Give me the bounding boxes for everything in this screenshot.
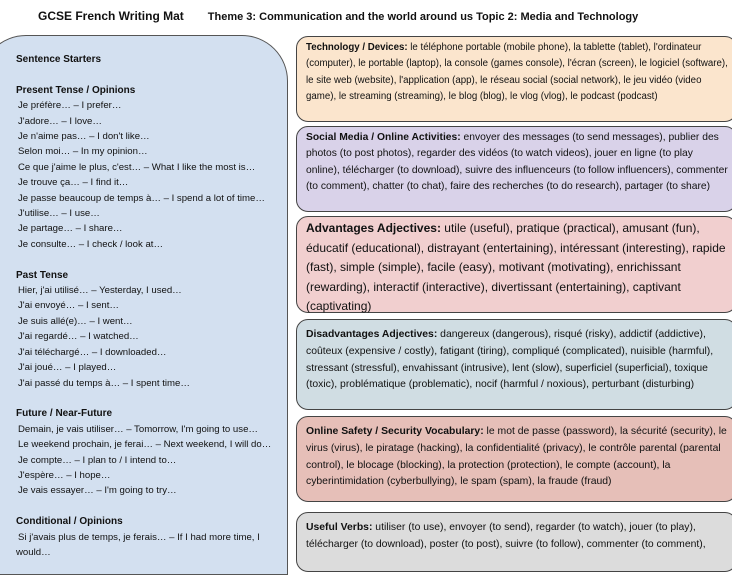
starter-item: J'ai envoyé… – I sent… [18, 300, 120, 312]
vocab-box-text: utile (useful), pratique (practical), amusant (fun), éducatif (educational), distrayant (entertaining), intéressant (interesting), rapide (fast), simple (simple), facile (easy), motivant (motivating), enrichissant (rewarding), interactif (interactive), divertissant (entertaining), captivant (captivating) [306, 221, 726, 313]
section-heading-present: Present Tense / Opinions [16, 84, 136, 96]
starter-item: Je suis allé(e)… – I went… [18, 315, 133, 327]
vocab-box-useful-verbs [296, 512, 732, 572]
section-heading-past: Past Tense [16, 269, 69, 281]
vocab-box-text: envoyer des messages (to send messages), publier des photos (to post photos), regarder des vidéos (to watch videos), jouer en ligne (to play online), télécharger (to download), suivre des influenceurs (to follow influencers), commenter (to comment), chatter (to chat), faire des recherches (to do research), partager (to share) [306, 132, 728, 193]
vocab-box-text: le mot de passe (password), la sécurité (security), le virus (virus), le piratage (hacking), la confidentialité (privacy), le contrôle parental (parental control), le blocage (blocking), la protection (protection), le compte (account), la cyberintimidation (cyberbullying), le spam (spam), la fraude (fraud) [306, 426, 727, 488]
sentence-starters-content [16, 52, 288, 560]
starter-item: J'ai passé du temps à… – I spent time… [18, 377, 190, 389]
page-title: GCSE French Writing Mat [38, 9, 184, 23]
starter-item: Demain, je vais utiliser… – Tomorrow, I'm going to use… [18, 423, 258, 435]
starter-item: J'adore… – I love… [18, 115, 102, 127]
sentence-starters-title: Sentence Starters [16, 54, 102, 65]
starter-item: Je partage… – I share… [18, 223, 123, 235]
starter-item: J'espère… – I hope… [18, 469, 111, 481]
starter-item: Ce que j'aime le plus, c'est… – What I like the most is… [18, 161, 256, 173]
vocab-box-social-media [296, 126, 732, 212]
starter-item: J'ai joué… – I played… [18, 362, 117, 374]
starter-item: J'ai regardé… – I watched… [18, 331, 139, 343]
vocab-box-disadvantages [296, 319, 732, 410]
vocab-box-online-safety [296, 416, 732, 502]
vocab-box-technology [296, 36, 732, 122]
starter-item: Je vais essayer… – I'm going to try… [18, 485, 177, 497]
starter-item: Hier, j'ai utilisé… – Yesterday, I used… [18, 285, 182, 297]
starter-item: Le weekend prochain, je ferai… – Next weekend, I will do… [18, 439, 272, 451]
starter-item: Je consulte… – I check / look at… [18, 238, 164, 250]
starter-item: Je passe beaucoup de temps à… – I spend a lot of time… [18, 192, 265, 204]
starter-item: Selon moi… – In my opinion… [18, 146, 148, 158]
vocab-box-text: utiliser (to use), envoyer (to send), regarder (to watch), jouer (to play), télécharger (to download), poster (to post), suivre (to follow), commenter (to comment), [306, 522, 706, 550]
starter-item: Si j'avais plus de temps, je ferais… – If I had more time, I would… [16, 531, 260, 558]
vocab-box-label: Online Safety / Security Vocabulary: [306, 426, 484, 437]
starter-item: J'ai téléchargé… – I downloaded… [18, 346, 167, 358]
page-subtitle: Theme 3: Communication and the world around us Topic 2: Media and Technology [207, 11, 639, 23]
starter-item: J'utilise… – I use… [18, 208, 100, 220]
vocab-box-label: Social Media / Online Activities: [306, 132, 461, 143]
vocab-box-label: Technology / Devices: [306, 42, 408, 53]
starter-item: Je compte… – I plan to / I intend to… [18, 454, 177, 466]
vocab-box-label: Advantages Adjectives: [306, 221, 441, 235]
section-heading-conditional: Conditional / Opinions [16, 516, 123, 528]
vocab-box-label: Disadvantages Adjectives: [306, 329, 438, 340]
section-heading-future: Future / Near-Future [16, 408, 113, 420]
starter-item: Je n'aime pas… – I don't like… [18, 131, 150, 143]
vocab-box-text: le téléphone portable (mobile phone), la tablette (tablet), l'ordinateur (computer), le portable (laptop), la console (games console), l'écran (screen), le logiciel (software), le site web (website), l'application (app), le réseau social (social network), le jeu vidéo (video game), le streaming (streaming), le blog (blog), le vlog (vlog), le podcast (podcast) [306, 42, 728, 102]
page-header [38, 9, 638, 27]
starter-item: Je trouve ça… – I find it… [18, 177, 129, 189]
vocab-box-advantages [296, 216, 732, 313]
vocab-box-text: dangereux (dangerous), risqué (risky), addictif (addictive), coûteux (expensive / costly), fatigant (tiring), compliqué (complicated), nuisible (harmful), stressant (stressful), envahissant (intrusive), lent (slow), superficiel (superficial), toxique (toxic), problématique (problematic), nocif (harmful / noxious), perturbant (disturbing) [306, 329, 714, 391]
starter-item: Je préfère… – I prefer… [18, 100, 122, 112]
vocab-box-label: Useful Verbs: [306, 522, 373, 533]
